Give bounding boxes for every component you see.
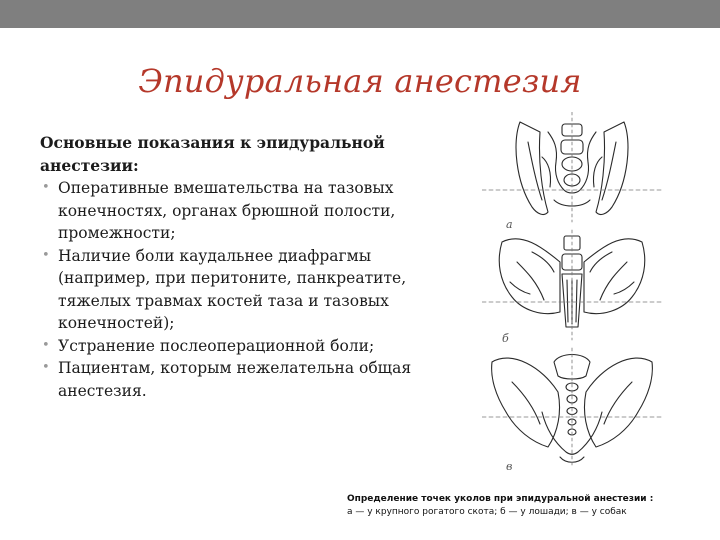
slide-title: Эпидуральная анестезия — [138, 62, 582, 100]
list-item-text: Устранение послеоперационной боли; — [58, 336, 375, 355]
pelvis-drawing — [482, 112, 662, 480]
list-item-text: Оперативные вмешательства на тазовых конечностях, органах брюшной полости, промежности; — [58, 179, 396, 242]
list-item — [40, 357, 420, 402]
pelvis-illustration — [482, 112, 662, 480]
bullet-icon: • — [42, 360, 50, 375]
list-item — [40, 245, 420, 335]
caption-title: Определение точек уколов при эпидуральной анестезии : — [347, 494, 654, 504]
indications-list — [40, 177, 420, 402]
content-block — [40, 132, 420, 402]
bullet-icon: • — [42, 337, 50, 353]
list-item-text: Пациентам, которым нежелательна общая анестезия. — [58, 359, 412, 400]
indications-heading: Основные показания к эпидуральной анестезии: — [40, 133, 385, 175]
top-bar — [0, 0, 720, 28]
caption-text: а — у крупного рогатого скота; б — у лошади; в — у собак — [347, 507, 627, 517]
bullet-icon: • — [42, 180, 50, 195]
list-item — [40, 335, 420, 358]
list-item-text: Наличие боли каудальнее диафрагмы (например, при перитоните, панкреатите, тяжелых травмах костей таза и тазовых конечностей); — [58, 246, 407, 332]
figure-label-a: а — [506, 218, 513, 231]
list-item — [40, 177, 420, 245]
bullet-icon: • — [42, 247, 50, 263]
figure-label-c: в — [506, 460, 513, 473]
figure-label-b: б — [502, 332, 509, 345]
figure-caption — [347, 493, 707, 519]
